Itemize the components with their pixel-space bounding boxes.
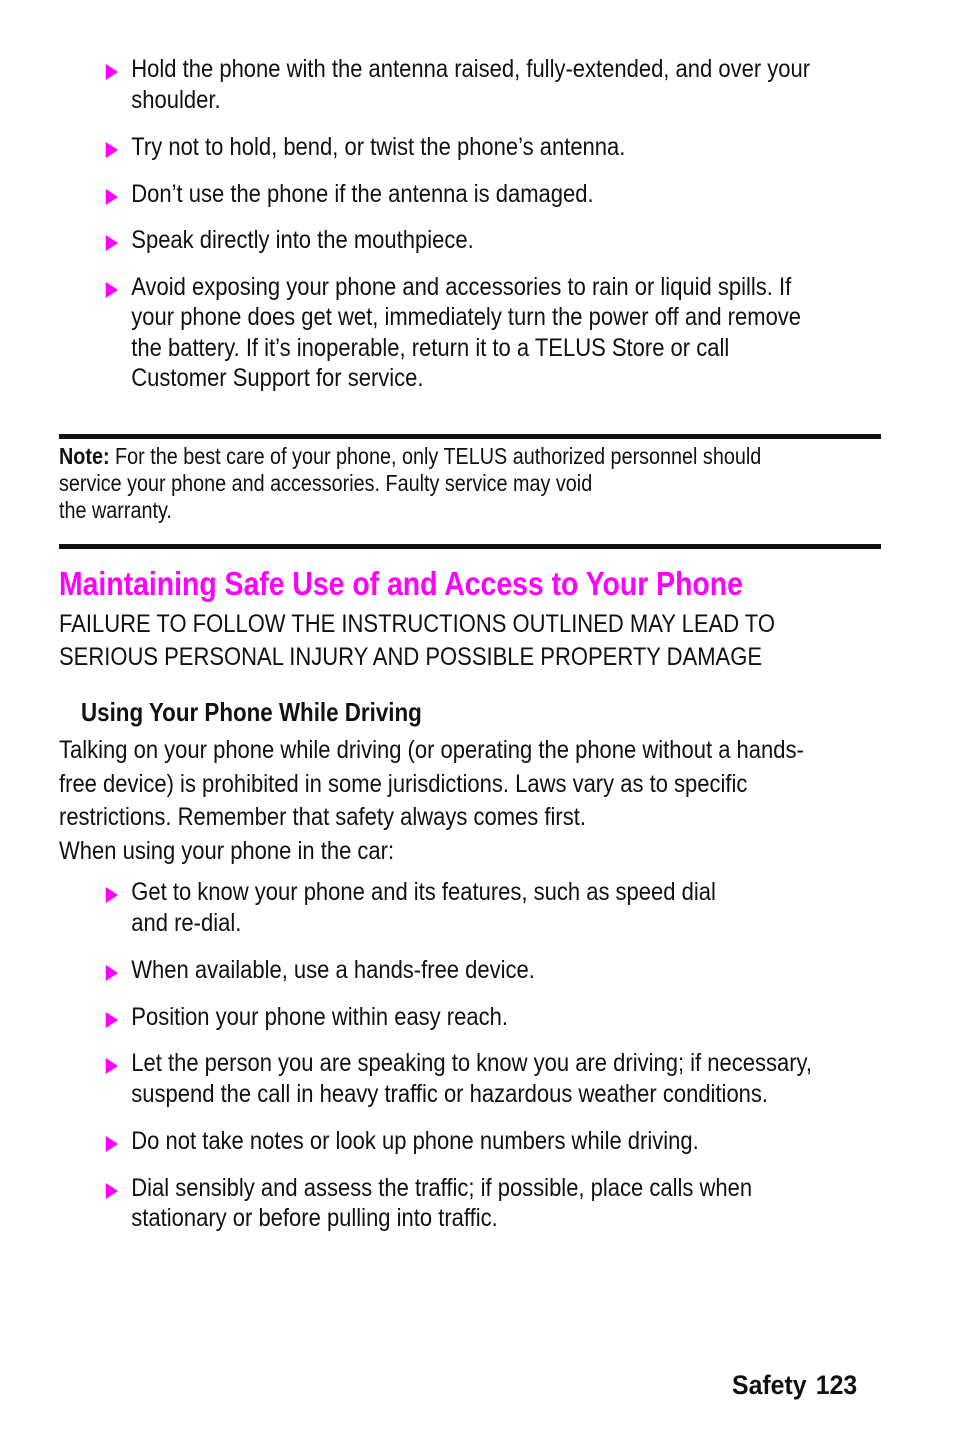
bullet-arrow-icon: [106, 235, 118, 251]
bullet-arrow-icon: [106, 965, 118, 981]
page-number: 123: [815, 1370, 858, 1400]
list-item: Hold the phone with the antenna raised, fully-extended, and over your shoulder.: [104, 54, 906, 115]
bullet-arrow-icon: [106, 1136, 118, 1152]
bullet-arrow-icon: [106, 1012, 118, 1028]
safety-warning: FAILURE TO FOLLOW THE INSTRUCTIONS OUTLINED MAY LEAD TO SERIOUS PERSONAL INJURY AND POSSIBLE PROPERTY DAMAGE: [59, 610, 775, 671]
list-item: Speak directly into the mouthpiece.: [104, 225, 906, 256]
bullet-arrow-icon: [106, 142, 118, 158]
page-footer: [732, 1370, 857, 1401]
list-item: Avoid exposing your phone and accessories to rain or liquid spills. If your phone does get wet, immediately turn the power off and remove the battery. If it’s inoperable, return it to a TELUS Store or call Customer Support for service.: [104, 272, 906, 394]
driving-tips-list: [104, 877, 894, 1234]
bullet-arrow-icon: [106, 282, 118, 298]
list-item: Do not take notes or look up phone numbers while driving.: [104, 1126, 906, 1157]
bullet-arrow-icon: [106, 64, 118, 80]
list-item: Position your phone within easy reach.: [104, 1002, 906, 1033]
list-item: Get to know your phone and its features, such as speed dial and re-dial.: [104, 877, 906, 938]
note-top-rule: [59, 434, 881, 439]
driving-heading: Using Your Phone While Driving: [81, 697, 422, 727]
bullet-arrow-icon: [106, 1058, 118, 1074]
list-item: Try not to hold, bend, or twist the phone’s antenna.: [104, 132, 906, 163]
driving-intro: When using your phone in the car:: [59, 836, 395, 865]
list-item: Let the person you are speaking to know you are driving; if necessary, suspend the call in heavy traffic or hazardous weather conditions.: [104, 1048, 906, 1109]
note-box: [59, 443, 833, 524]
bullet-arrow-icon: [106, 887, 118, 903]
list-item: When available, use a hands-free device.: [104, 955, 906, 986]
bullet-arrow-icon: [106, 189, 118, 205]
list-item: Dial sensibly and assess the traffic; if possible, place calls when stationary or before pulling into traffic.: [104, 1173, 906, 1234]
driving-paragraph: Talking on your phone while driving (or operating the phone without a hands- free device) is prohibited in some jurisdictions. Laws vary as to specific restrictions. Remember that safety always comes first. When using your phone in the car:: [59, 734, 877, 868]
bullet-arrow-icon: [106, 1183, 118, 1199]
note-text: service your phone and accessories. Faulty service may void: [59, 470, 593, 496]
note-bottom-rule: [59, 544, 881, 549]
note-text: For the best care of your phone, only TELUS authorized personnel should: [115, 443, 762, 469]
footer-section-label: Safety: [732, 1370, 807, 1400]
antenna-care-list: [104, 54, 894, 394]
list-item: Don’t use the phone if the antenna is damaged.: [104, 179, 906, 210]
note-text: the warranty.: [59, 497, 172, 523]
section-title: Maintaining Safe Use of and Access to Your Phone: [59, 565, 743, 602]
note-label: Note:: [59, 443, 110, 469]
